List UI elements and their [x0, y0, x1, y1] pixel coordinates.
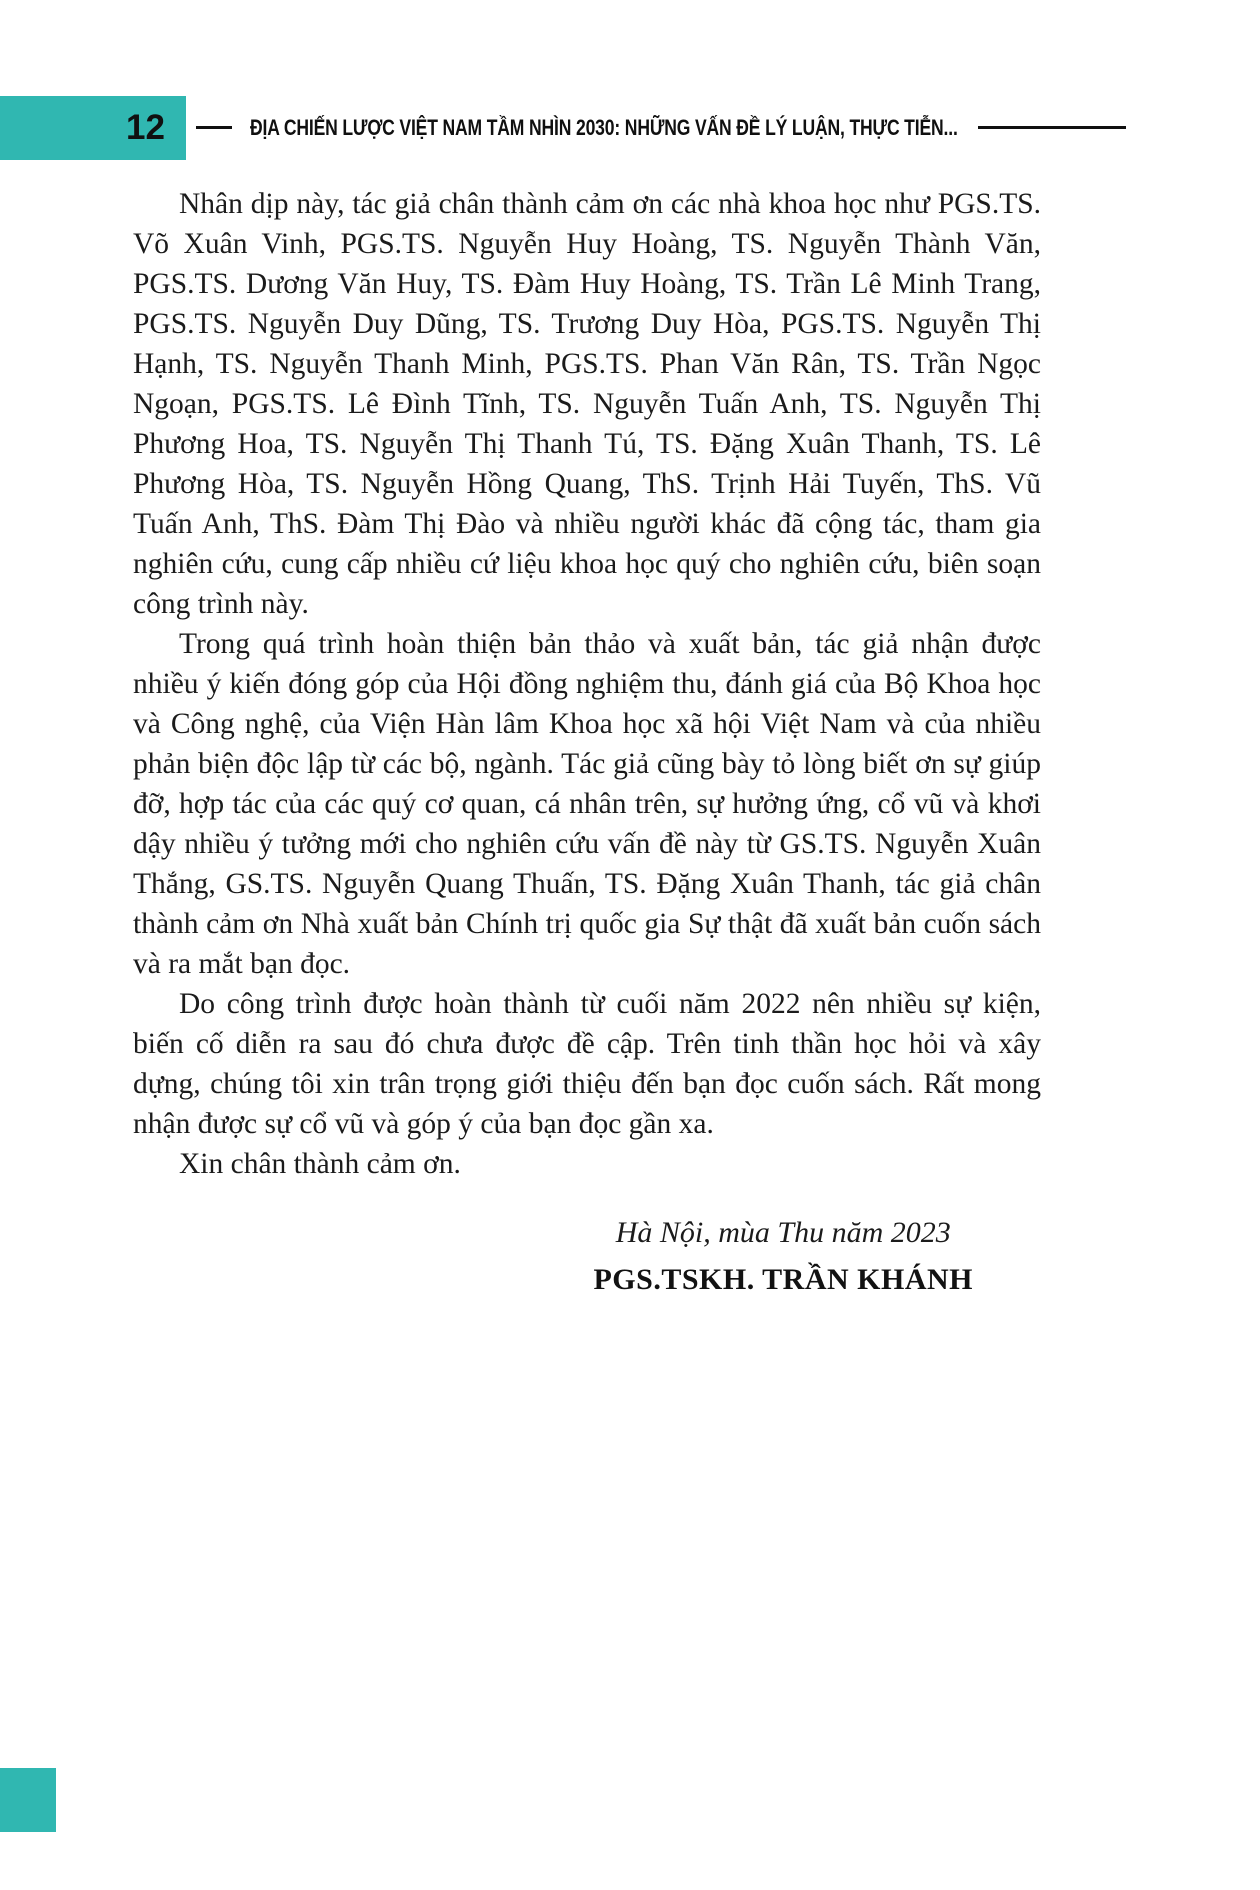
paragraph-acknowledgements-scholars: Nhân dịp này, tác giả chân thành cảm ơn các nhà khoa học như PGS.TS. Võ Xuân Vinh, PGS.TS. Nguyễn Huy Hoàng, TS. Nguyễn Thành Văn, PGS.TS. Dương Văn Huy, TS. Đàm Huy Hoàng, TS. Trần Lê Minh Trang, PGS.TS. Nguyễn Duy Dũng, TS. Trương Duy Hòa, PGS.TS. Nguyễn Thị Hạnh, TS. Nguyễn Thanh Minh, PGS.TS. Phan Văn Rân, TS. Trần Ngọc Ngoạn, PGS.TS. Lê Đình Tĩnh, TS. Nguyễn Tuấn Anh, TS. Nguyễn Thị Phương Hoa, TS. Nguyễn Thị Thanh Tú, TS. Đặng Xuân Thanh, TS. Lê Phương Hòa, TS. Nguyễn Hồng Quang, ThS. Trịnh Hải Tuyến, ThS. Vũ Tuấn Anh, ThS. Đàm Thị Đào và nhiều người khác đã cộng tác, tham gia nghiên cứu, cung cấp nhiều cứ liệu khoa học quý cho nghiên cứu, biên soạn công trình này.	[133, 188, 1041, 620]
header-dash-divider	[196, 126, 232, 129]
signature-author: PGS.TSKH. TRẦN KHÁNH	[593, 1263, 973, 1296]
paragraph-acknowledgements-institutions: Trong quá trình hoàn thiện bản thảo và xuất bản, tác giả nhận được nhiều ý kiến đóng góp của Hội đồng nghiệm thu, đánh giá của Bộ Khoa học và Công nghệ, của Viện Hàn lâm Khoa học xã hội Việt Nam và của nhiều phản biện độc lập từ các bộ, ngành. Tác giả cũng bày tỏ lòng biết ơn sự giúp đỡ, hợp tác của các quý cơ quan, cá nhân trên, sự hưởng ứng, cổ vũ và khơi dậy nhiều ý tưởng mới cho nghiên cứu vấn đề này từ GS.TS. Nguyễn Xuân Thắng, GS.TS. Nguyễn Quang Thuấn, TS. Đặng Xuân Thanh, tác giả chân thành cảm ơn Nhà xuất bản Chính trị quốc gia Sự thật đã xuất bản cuốn sách và ra mắt bạn đọc.	[133, 628, 1041, 980]
paragraph-note-to-readers: Do công trình được hoàn thành từ cuối năm 2022 nên nhiều sự kiện, biến cố diễn ra sau đó chưa được đề cập. Trên tinh thần học hỏi và xây dựng, chúng tôi xin trân trọng giới thiệu đến bạn đọc cuốn sách. Rất mong nhận được sự cổ vũ và góp ý của bạn đọc gần xa.	[133, 988, 1041, 1140]
header-rule-divider	[978, 126, 1126, 129]
body-text	[133, 184, 1041, 1304]
page-number: 12	[126, 108, 165, 147]
teal-edge-tab-bottom	[0, 1768, 56, 1832]
signature-place-date: Hà Nội, mùa Thu năm 2023	[615, 1216, 951, 1249]
paragraph-closing-thanks: Xin chân thành cảm ơn.	[179, 1148, 461, 1180]
signature-block	[593, 1210, 973, 1304]
running-title: ĐỊA CHIẾN LƯỢC VIỆT NAM TẦM NHÌN 2030: NHỮNG VẤN ĐỀ LÝ LUẬN, THỰC TIỄN...	[250, 115, 958, 140]
